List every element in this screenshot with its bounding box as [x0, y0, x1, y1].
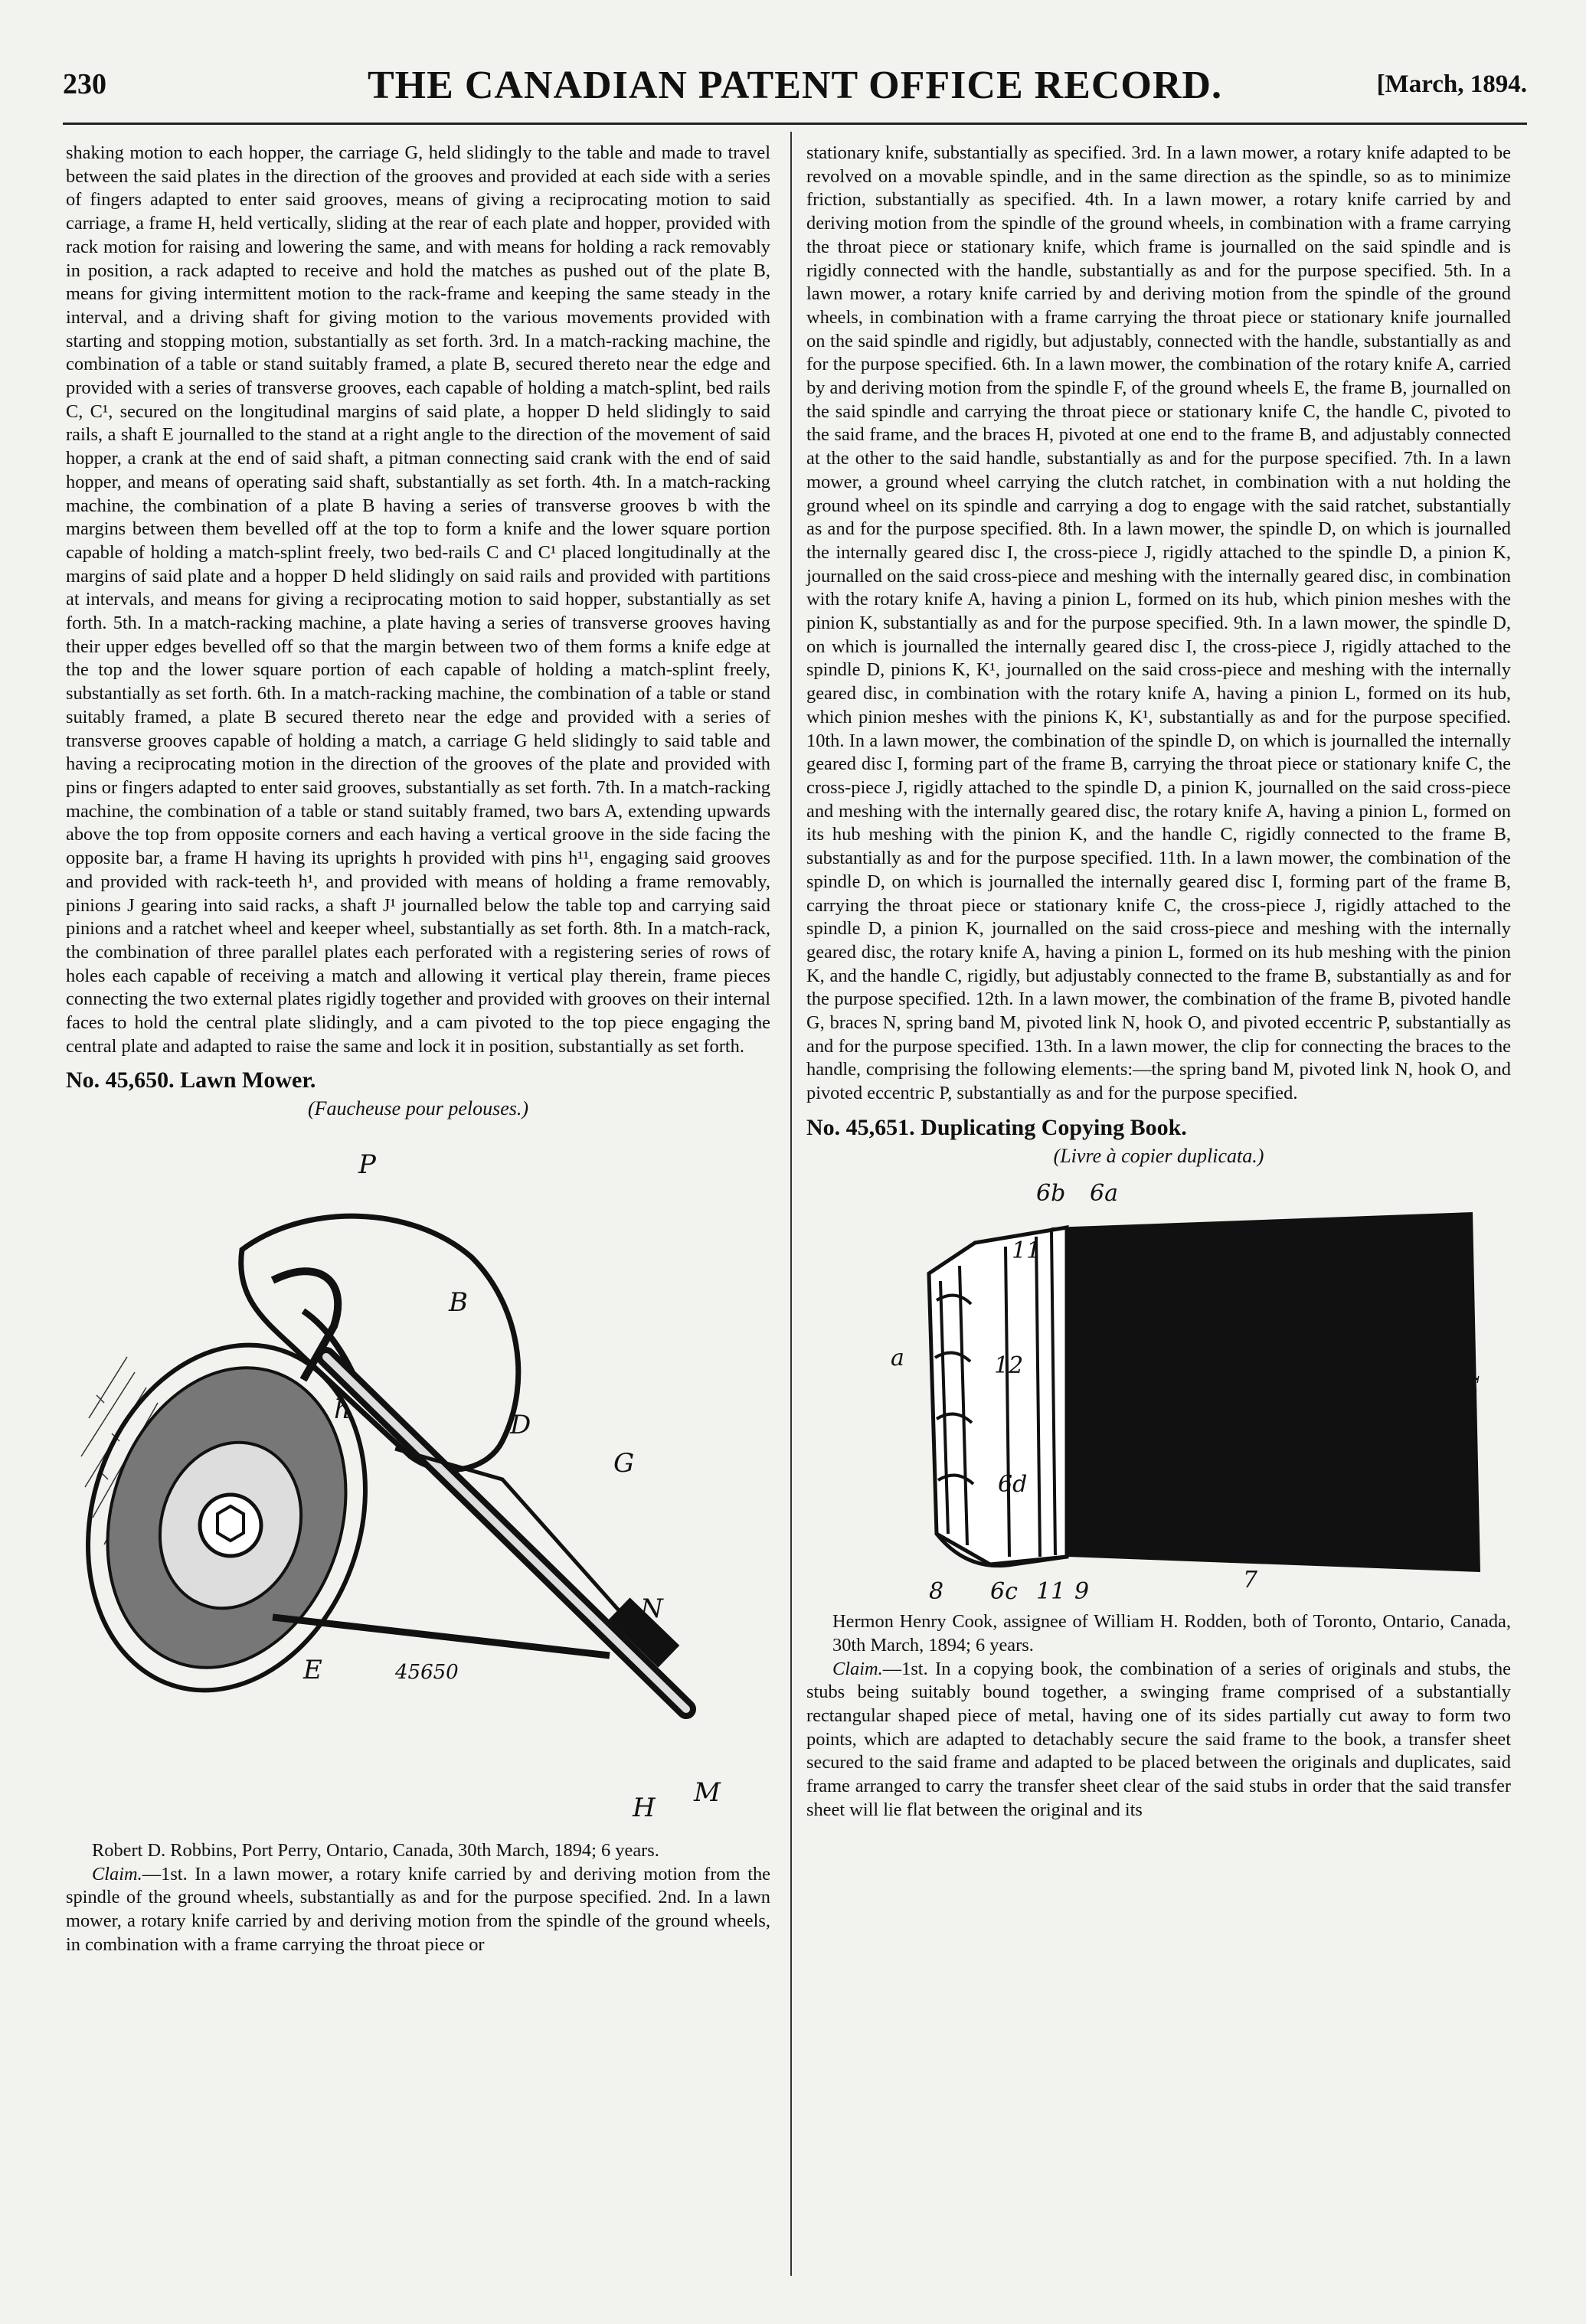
- svg-text:9: 9: [1074, 1578, 1090, 1603]
- svg-text:11: 11: [1012, 1237, 1042, 1265]
- claim-text: —1st. In a lawn mower, a rotary knife carried by and deriving motion from the spindle of the ground wheels, substantially as and for the purpose specified. 2nd. In a lawn mower, a rotary knife carried by and deriving motion from the spindle of the ground wheels, in combination with a frame carrying the throat piece or: [66, 1863, 770, 1955]
- column-divider: [790, 132, 792, 2276]
- svg-text:N: N: [640, 1593, 663, 1624]
- svg-text:h: h: [334, 1394, 351, 1425]
- page-header: [63, 60, 1527, 115]
- right-continuation-text: stationary knife, substantially as specified. 3rd. In a lawn mower, a rotary knife adapted to be revolved on a movable spindle, and in the same direction as the spindle, so as to minimize friction, substantially as specified. 4th. In a lawn mower, a rotary knife carried by and deriving motion from the spindle of the ground wheels, in combination with a frame carrying the throat piece or stationary knife, which frame is journalled on the said spindle and is rigidly connected with the handle, substantially as and for the purpose specified. 5th. In a lawn mower, a rotary knife carried by and deriving motion from the spindle of the ground wheels, in combination with a frame carrying the throat piece or stationary knife journalled on the said spindle and rigidly, but adjustably, connected with the handle, substantially as and for the purpose specified. 6th. In a lawn mower, the combination of the rotary knife A, carried by and deriving motion from the spindle F, of the ground wheels E, the frame B, journalled on the said spindle and carrying the throat piece or stationary knife C, the handle C, pivoted to the said frame, and the braces H, pivoted at one end to the frame B, and adjustably connected at the other to the said handle, substantially as and for the purpose specified. 7th. In a lawn mower, a ground wheel carrying the clutch ratchet, in combination with a nut holding the ground wheel on its spindle and carrying a dog to engage with the said ratchet, substantially as and for the purpose specified. 8th. In a lawn mower, the spindle D, on which is journalled the internally geared disc I, the cross-piece J, rigidly attached to the spindle D, a pinion K, journalled on the said cross-piece and meshing with the internally geared disc, in combination with the rotary knife A, having a pinion L, formed on its hub, which pinion meshes with the pinion K, substantially as and for the purpose specified. 9th. In a lawn mower, the spindle D, on which is journalled the internally geared disc I, the cross-piece J, rigidly attached to the spindle D, pinions K, K¹, journalled on the said cross-piece and meshing with the internally geared disc, in combination with the rotary knife A, having a pinion L, formed on its hub, which pinion meshes with the pinions K, K¹, substantially as and for the purpose specified. 10th. In a lawn mower, the combination of the spindle D, on which is journalled the internally geared disc I, forming part of the frame B, carrying the throat piece or stationary knife C, the cross-piece J, rigidly attached to the spindle D, a pinion K, journalled on the said cross-piece and meshing with the internally geared disc, the rotary knife A, having a pinion L, formed on its hub meshing with the pinion K, and the handle C, rigidly connected to the frame B, substantially as and for the purpose specified. 11th. In a lawn mower, the combination of the spindle D, on which is journalled the internally geared disc I, forming part of the frame B, carrying the throat piece or stationary knife C, the cross-piece J, rigidly attached to the spindle D, a pinion K, journalled on the said cross-piece and meshing with the internally geared disc, the rotary knife A, having a pinion L, formed on its hub meshing with the pinion K, and the handle C, rigidly, but adjustably connected to the frame B, substantially as and for the purpose specified. 12th. In a lawn mower, the combination of the frame B, pivoted handle G, braces N, spring band M, pivoted link N, hook O, and pivoted eccentric P, substantially as and for the purpose specified. 13th. In a lawn mower, the clip for connecting the braces to the handle, comprising the following elements:—the spring band M, pivoted link N, hook O, and pivoted eccentric P, substantially as and for the purpose specified.: [806, 142, 1511, 1104]
- patent-heading-45651: No. 45,651. Duplicating Copying Book.: [806, 1114, 1187, 1140]
- svg-text:D: D: [510, 1409, 531, 1440]
- svg-text:12: 12: [994, 1352, 1024, 1380]
- patent-author-45651: Hermon Henry Cook, assignee of William H. Rodden, both of Toronto, Ontario, Canada, 30th March, 1894; 6 years.: [832, 1611, 1511, 1656]
- svg-text:8: 8: [929, 1578, 944, 1603]
- right-column: [806, 142, 1511, 1822]
- svg-text:45650: 45650: [395, 1660, 459, 1684]
- claim-label: Claim.: [832, 1658, 883, 1679]
- copying-book-drawing-icon: [814, 1174, 1503, 1603]
- svg-text:45651: 45651: [1451, 1368, 1486, 1436]
- patent-heading-45650: No. 45,650. Lawn Mower.: [66, 1067, 316, 1093]
- patent-author-45650: Robert D. Robbins, Port Perry, Ontario, Canada, 30th March, 1894; 6 years.: [92, 1839, 659, 1861]
- patent-subheading-45650: (Faucheuse pour pelouses.): [307, 1097, 529, 1120]
- claim-text: —1st. In a copying book, the combination of a series of originals and stubs, the stubs being suitably bound together, a swinging frame comprised of a substantially rectangular shaped piece of metal, having one of its sides partially cut away to form two points, which are adapted to detachably secure the said frame to the book, a transfer sheet secured to the said frame and adapted to be placed between the originals and duplicates, said frame arranged to carry the transfer sheet clear of the said stubs in order that the said transfer sheet will lie flat between the original and its: [806, 1658, 1511, 1820]
- claims-45650: [66, 1863, 770, 1957]
- svg-text:6a: 6a: [1090, 1180, 1118, 1208]
- claims-45651: [806, 1658, 1511, 1822]
- issue-date: [March, 1894.: [1376, 70, 1527, 98]
- svg-text:6b: 6b: [1036, 1180, 1066, 1208]
- svg-text:11: 11: [1036, 1578, 1066, 1603]
- header-rule: [63, 123, 1527, 125]
- svg-text:B: B: [449, 1286, 468, 1318]
- patent-subheading-45651: (Livre à copier duplicata.): [1053, 1144, 1264, 1167]
- svg-text:M: M: [694, 1777, 721, 1808]
- claim-label: Claim.: [92, 1863, 142, 1884]
- svg-text:6d: 6d: [998, 1471, 1028, 1499]
- publication-title: THE CANADIAN PATENT OFFICE RECORD.: [368, 64, 1222, 107]
- svg-text:P: P: [358, 1149, 376, 1180]
- lawn-mower-drawing-icon: [74, 1127, 763, 1832]
- left-continuation-text: shaking motion to each hopper, the carriage G, held slidingly to the table and made to travel between the said plates in the direction of the grooves and provided at each side with a series of fingers adapted to enter said grooves, means of giving a reciprocating motion to said carriage, a frame H, held vertically, sliding at the rear of each plate and hopper, provided with rack motion for raising and lowering the same, and with means for holding a rack removably in position, a rack adapted to receive and hold the matches as pushed out of the plate B, means for giving intermittent motion to the rack-frame and keeping the same steady in the interval, and a driving shaft for giving motion to the various movements provided with starting and stopping motion, substantially as set forth. 3rd. In a match-racking machine, the combination of a table or stand suitably framed, a plate B, secured thereto near the edge and provided with a series of transverse grooves, each capable of holding a match-splint, bed rails C, C¹, secured on the longitudinal margins of said plate, a hopper D held slidingly to said rails, a shaft E journalled to the stand at a right angle to the direction of the movement of said hopper, a crank at the end of said shaft, a pitman connecting said crank with the end of said hopper, and means of operating said shaft, substantially as set forth. 4th. In a match-racking machine, the combination of a plate B having a series of transverse grooves b with the margins between them bevelled off at the top to form a knife and the lower square portion capable of holding a match-splint freely, two bed-rails C and C¹ placed longitudinally at the margins of said plate and a hopper D held slidingly on said rails and provided with partitions at intervals, and means for giving a reciprocating motion to said hopper, substantially as set forth. 5th. In a match-racking machine, a plate having a series of transverse grooves having their upper edges bevelled off so that the margin between two of them forms a knife edge at the top and the lower square portion of each capable of holding a match-splint freely, substantially as set forth. 6th. In a match-racking machine, the combination of a table or stand suitably framed, a plate B secured thereto near the edge and provided with a series of transverse grooves capable of holding a match, a carriage G held slidingly to said table and having a reciprocating motion in the direction of the grooves of the plate and provided with pins or fingers adapted to enter said grooves, substantially as set forth. 7th. In a match-racking machine, the combination of a table or stand suitably framed, two bars A, extending upwards above the top from opposite corners and each having a vertical groove in the side facing the opposite bar, a frame H having its uprights h provided with pins h¹¹, engaging said grooves and provided with rack-teeth h¹, and provided with means of holding a frame removably, pinions J gearing into said racks, a shaft J¹ journalled below the table top and carrying said pinions and a ratchet wheel and keeper wheel, substantially as set forth. 8th. In a match-rack, the combination of three parallel plates each perforated with a registering series of rows of holes each capable of receiving a match and allowing it vertical play therein, frame pieces connecting the two external plates rigidly together and provided with grooves on their internal faces to hold the central plate slidingly, and a cam pivoted to the top piece engaging the central plate and adapted to raise the same and lock it in position, substantially as set forth.: [66, 142, 770, 1057]
- svg-text:H: H: [633, 1792, 656, 1823]
- left-column: [66, 142, 770, 1956]
- svg-text:a: a: [891, 1345, 904, 1372]
- page-number: 230: [63, 68, 106, 100]
- svg-text:G: G: [613, 1447, 635, 1479]
- svg-text:6c: 6c: [990, 1578, 1018, 1603]
- svg-text:7: 7: [1243, 1567, 1258, 1594]
- svg-text:E: E: [303, 1654, 322, 1685]
